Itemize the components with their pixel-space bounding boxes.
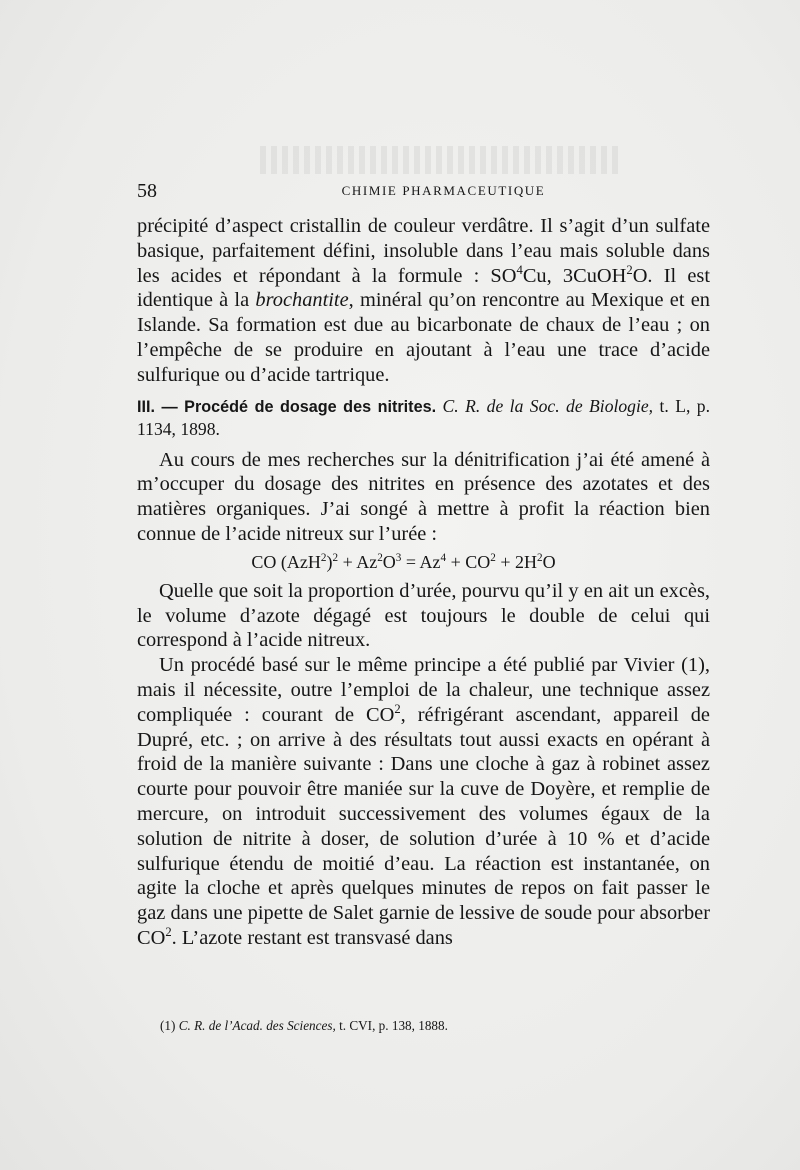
section-heading bbox=[137, 395, 710, 440]
text-run: O. Il est identique à la bbox=[137, 264, 711, 312]
text-run: . L’azote restant est transvasé dans bbox=[171, 926, 453, 949]
show-through-bleed bbox=[260, 146, 620, 174]
section-number: III. — bbox=[137, 397, 178, 416]
formula-part: ) bbox=[326, 551, 333, 572]
superscript: 2 bbox=[490, 551, 496, 564]
footnote-details: t. CVI, p. 138, 1888. bbox=[339, 1018, 448, 1033]
page-number: 58 bbox=[137, 180, 157, 202]
formula-part: CO (AzH bbox=[251, 551, 321, 572]
formula-part: + Az bbox=[338, 551, 378, 572]
superscript: 2 bbox=[537, 551, 543, 564]
formula-part: = Az bbox=[401, 551, 441, 572]
continued-paragraph bbox=[137, 214, 710, 388]
superscript: 2 bbox=[626, 262, 633, 277]
footnote-source: C. R. de l’Acad. des Sciences, bbox=[178, 1018, 336, 1033]
text-run: , réfrigérant ascendant, appareil de Dupré, etc. ; on arrive à des résultats tout aussi exacts en opérant à froid de la manière suivante : Dans une cloche à gaz à robinet assez courte pour pouvoir être maniée sur la cuve de Doyère, et remplie de mercure, on introduit successivement des volumes égaux de la solution de nitrite à doser, de solution d’urée à 10 % et d’acide sulfurique étendu de moitié d’eau. La réaction est instantanée, on agite la cloche et après quelques minutes de repos on fait passer le gaz dans une pipette de Salet garnie de lessive de soude pour absorber CO bbox=[137, 703, 710, 949]
superscript: 2 bbox=[165, 925, 172, 940]
footnote-marker: (1) bbox=[160, 1018, 176, 1033]
superscript: 2 bbox=[377, 551, 383, 564]
paragraph bbox=[137, 653, 710, 951]
section-reference-details: t. L, p. 1134, 1898. bbox=[137, 395, 710, 439]
superscript: 2 bbox=[394, 701, 401, 716]
text-run: Cu, 3CuOH bbox=[522, 264, 627, 287]
superscript: 2 bbox=[332, 551, 339, 564]
mineral-name: brochantite bbox=[255, 289, 349, 312]
formula-part: O bbox=[382, 551, 396, 572]
section-title: Procédé de dosage des nitrites. bbox=[184, 397, 437, 416]
footnote bbox=[160, 1017, 448, 1034]
page-header bbox=[137, 180, 710, 204]
formula-part: O bbox=[542, 551, 556, 572]
superscript: 2 bbox=[320, 551, 327, 564]
section-reference: C. R. de la Soc. de Biologie, bbox=[442, 395, 654, 416]
page-body bbox=[137, 214, 710, 951]
superscript: 4 bbox=[440, 551, 447, 564]
text-run: précipité d’aspect cristallin de couleur verdâtre. Il s’agit d’un sulfate basique, parfaitement défini, insoluble dans l’eau mais soluble dans les acides et répondant à la formule : SO bbox=[137, 215, 710, 287]
text-run: Un procédé basé sur le même principe a été publié par Vivier (1), mais il nécessite, outre l’emploi de la chaleur, une technique assez compliquée : courant de CO bbox=[137, 654, 710, 726]
formula-part: + 2H bbox=[495, 551, 537, 572]
text-run: , minéral qu’on rencontre au Mexique et en Islande. Sa formation est due au bicarbonate de chaux de l’eau ; on l’empêche de se produire en ajoutant à l’eau une trace d’acide sulfurique ou d’acide tartrique. bbox=[137, 289, 710, 386]
formula-part: + CO bbox=[446, 551, 491, 572]
chemical-formula bbox=[137, 550, 710, 574]
superscript: 3 bbox=[395, 551, 402, 564]
paragraph: Quelle que soit la proportion d’urée, pourvu qu’il y en ait un excès, le volume d’azote dégagé est toujours le double de celui qui correspond à l’acide nitreux. bbox=[137, 579, 710, 652]
superscript: 4 bbox=[516, 262, 523, 277]
running-title: CHIMIE PHARMACEUTIQUE bbox=[341, 183, 546, 198]
paragraph: Au cours de mes recherches sur la dénitrification j’ai été amené à m’occuper du dosage des nitrites en présence des azotates et des matières organiques. J’ai songé à mettre à profit la réaction bien connue de l’acide nitreux sur l’urée : bbox=[137, 448, 710, 545]
